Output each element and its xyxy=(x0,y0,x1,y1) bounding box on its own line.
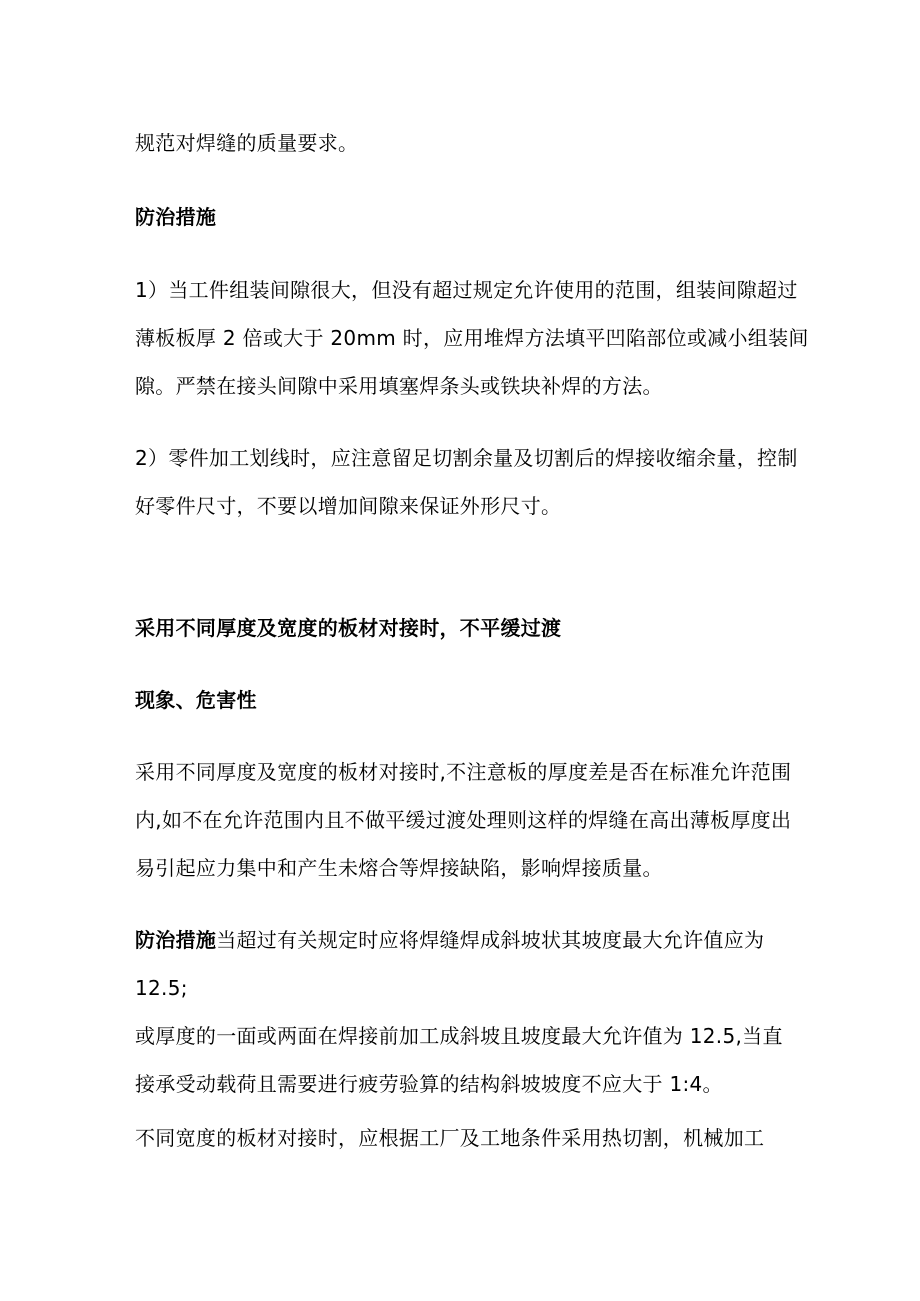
paragraph-text: 当超过有关规定时应将焊缝焊成斜坡状其坡度最大允许值应为 xyxy=(216,928,765,952)
paragraph-line-with-heading xyxy=(135,926,764,954)
paragraph-line: 易引起应力集中和产生未熔合等焊接缺陷，影响焊接质量。 xyxy=(135,856,663,880)
inline-heading: 防治措施 xyxy=(135,928,217,952)
paragraph-line: 不同宽度的板材对接时，应根据工厂及工地条件采用热切割，机械加工 xyxy=(135,1126,765,1150)
paragraph-line: 接承受动载荷且需要进行疲劳验算的结构斜坡坡度不应大于 1:4。 xyxy=(135,1072,723,1096)
paragraph-line: 规范对焊缝的质量要求。 xyxy=(135,131,359,155)
section-heading: 防治措施 xyxy=(135,205,217,229)
paragraph-line: 采用不同厚度及宽度的板材对接时,不注意板的厚度差是否在标准允许范围 xyxy=(135,760,792,784)
paragraph-line: 隙。严禁在接头间隙中采用填塞焊条头或铁块补焊的方法。 xyxy=(135,374,663,398)
paragraph-line: 12.5; xyxy=(135,976,188,1000)
section-heading: 采用不同厚度及宽度的板材对接时，不平缓过渡 xyxy=(135,616,562,640)
paragraph-line: 或厚度的一面或两面在焊接前加工成斜坡且坡度最大允许值为 12.5,当直 xyxy=(135,1024,783,1048)
paragraph-line: 1）当工件组装间隙很大，但没有超过规定允许使用的范围，组装间隙超过 xyxy=(135,278,798,302)
paragraph-line: 内,如不在允许范围内且不做平缓过渡处理则这样的焊缝在高出薄板厚度出 xyxy=(135,808,792,832)
section-heading: 现象、危害性 xyxy=(135,688,257,712)
paragraph-line: 2）零件加工划线时，应注意留足切割余量及切割后的焊接收缩余量，控制 xyxy=(135,446,798,470)
paragraph-line: 薄板板厚 2 倍或大于 20mm 时，应用堆焊方法填平凹陷部位或减小组装间 xyxy=(135,326,809,350)
paragraph-line: 好零件尺寸，不要以增加间隙来保证外形尺寸。 xyxy=(135,494,562,518)
